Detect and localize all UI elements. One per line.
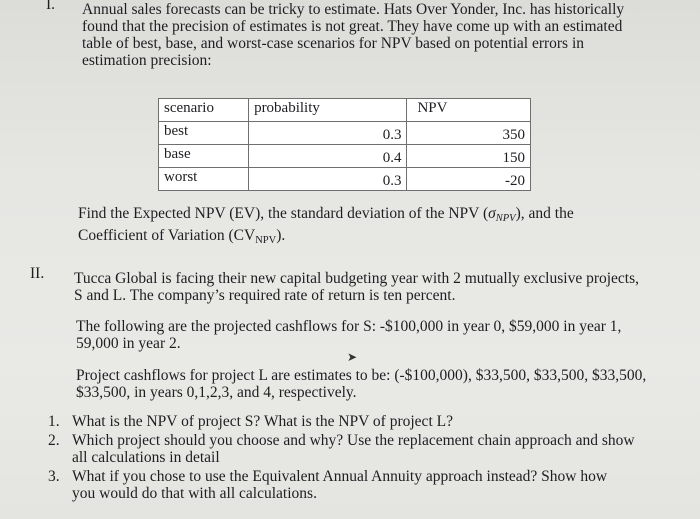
section-1-intro	[82, 1, 672, 69]
table-row	[159, 122, 531, 145]
question-3-number: 3.	[48, 468, 60, 485]
section-2-para-3	[76, 367, 676, 401]
task-text-end: ), and the	[515, 205, 574, 222]
cell-scenario: best	[159, 122, 249, 145]
intro-line: found that the precision of estimates is not great. They have come up with an estimated	[82, 18, 623, 35]
cell-scenario: worst	[159, 168, 249, 191]
task-text: Find the Expected NPV (EV), the standard deviation of the NPV (	[78, 205, 489, 222]
intro-line: estimation precision:	[82, 52, 212, 69]
question-line: all calculations in detail	[72, 449, 220, 466]
task-line-2	[78, 227, 668, 249]
para-line: Project cashflows for project L are estimates to be: (-$100,000), $33,500, $33,500, $33,500,	[76, 367, 647, 384]
cell-npv: 150	[407, 145, 531, 168]
scenario-table	[158, 98, 531, 191]
sigma-subscript: NPV	[495, 213, 516, 224]
para-line: 59,000 in year 2.	[76, 335, 181, 352]
header-probability: probability	[249, 99, 407, 122]
question-line: What if you chose to use the Equivalent Annual Annuity approach instead? Show how	[72, 468, 608, 485]
header-npv: NPV	[407, 99, 531, 122]
section-2-numeral: II.	[30, 265, 45, 282]
cell-npv: 350	[407, 122, 531, 145]
section-2-para-2	[76, 318, 676, 352]
task-text: Coefficient of Variation (CV	[78, 227, 256, 244]
sigma-symbol: σ	[488, 205, 496, 222]
question-2-number: 2.	[48, 432, 60, 449]
section-1-numeral: I.	[46, 0, 56, 13]
section-2-para-1	[74, 270, 674, 304]
para-line: Tucca Global is facing their new capital budgeting year with 2 mutually exclusive projects,	[74, 270, 640, 287]
mouse-cursor-icon: ➤	[347, 350, 358, 364]
table-header-row	[159, 99, 531, 122]
question-line: you would do that with all calculations.	[72, 485, 317, 502]
cell-npv: -20	[407, 168, 531, 191]
question-line: Which project should you choose and why? Use the replacement chain approach and show	[72, 432, 635, 449]
question-1	[72, 413, 672, 430]
cv-subscript: NPV	[255, 235, 277, 246]
question-1-number: 1.	[48, 413, 60, 430]
cell-scenario: base	[159, 145, 249, 168]
task-text-end: ).	[276, 227, 286, 244]
cell-probability: 0.4	[249, 145, 407, 168]
intro-line: table of best, base, and worst-case scenarios for NPV based on potential errors in	[82, 35, 585, 52]
para-line: The following are the projected cashflows for S: -$100,000 in year 0, $59,000 in year 1,	[76, 318, 622, 335]
para-line: $33,500, in years 0,1,2,3, and 4, respectively.	[76, 384, 357, 401]
intro-line: Annual sales forecasts can be tricky to estimate. Hats Over Yonder, Inc. has historically	[82, 1, 625, 18]
section-1-task	[78, 205, 668, 249]
cell-probability: 0.3	[249, 122, 407, 145]
header-scenario: scenario	[159, 99, 249, 122]
question-3	[72, 468, 682, 502]
question-2	[72, 432, 682, 466]
question-line: What is the NPV of project S? What is the NPV of project L?	[72, 413, 453, 430]
cell-probability: 0.3	[249, 168, 407, 191]
table-row	[159, 145, 531, 168]
task-line-1	[78, 205, 668, 227]
para-line: S and L. The company’s required rate of return is ten percent.	[74, 287, 456, 304]
table-row	[159, 168, 531, 191]
